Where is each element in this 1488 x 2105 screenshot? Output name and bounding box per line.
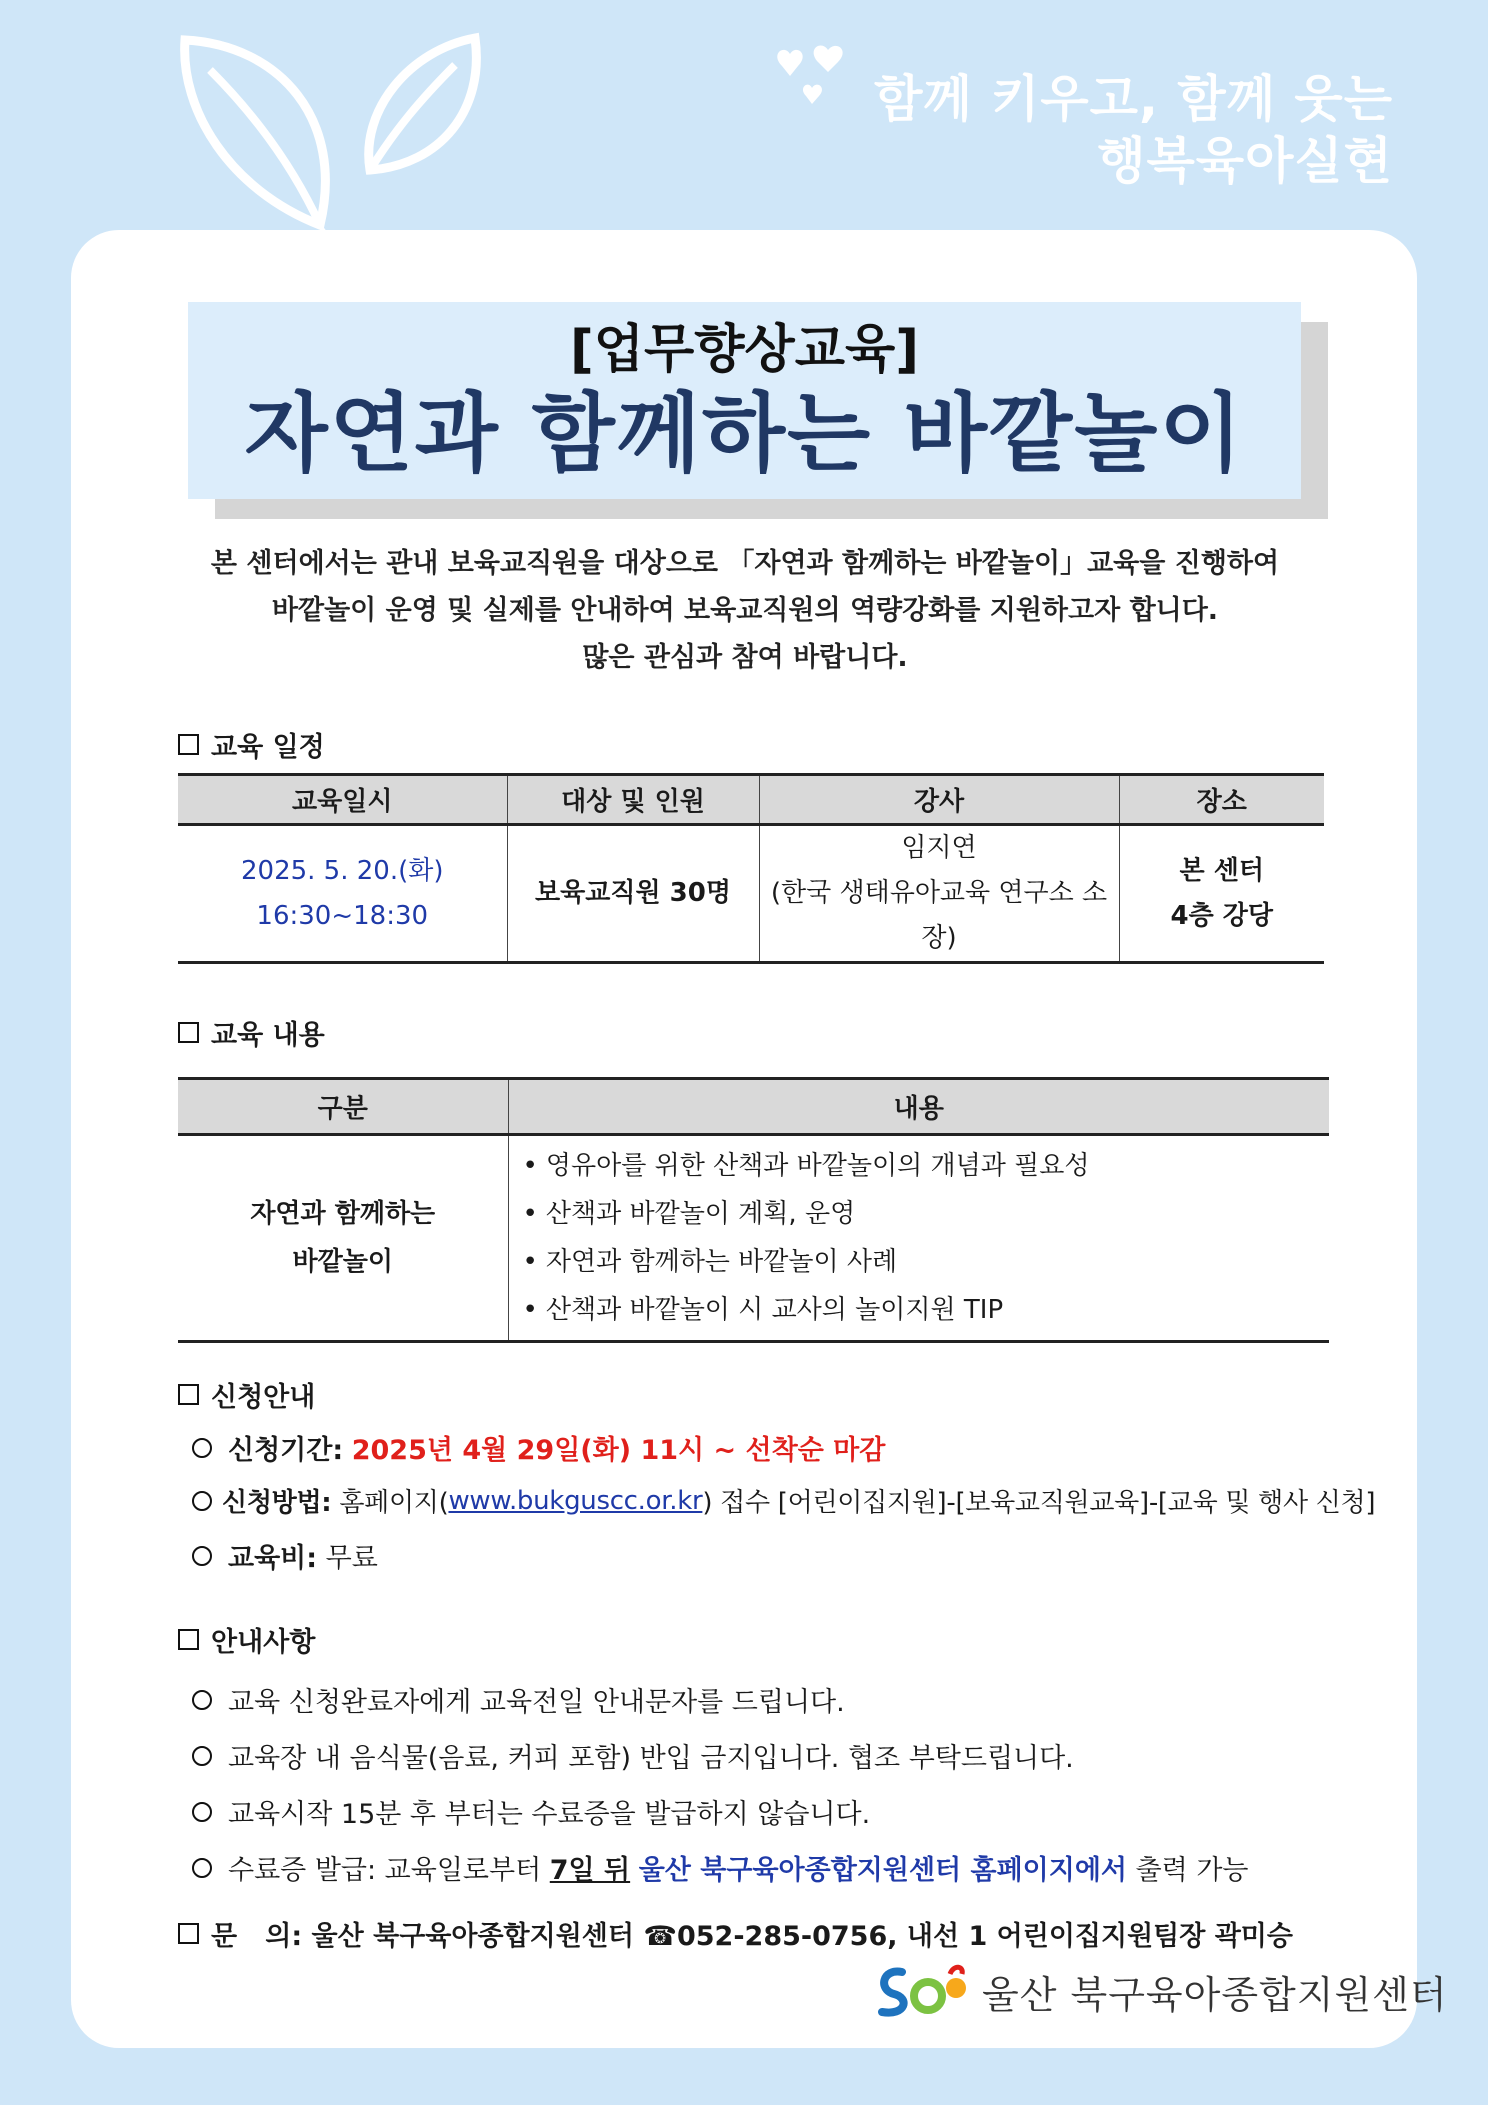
instructor-name: 임지연 xyxy=(901,833,977,863)
circle-bullet-icon xyxy=(192,1746,212,1766)
content-category xyxy=(178,1135,508,1342)
notice-item xyxy=(192,1792,870,1831)
circle-bullet-icon xyxy=(192,1491,212,1511)
schedule-table xyxy=(178,773,1324,964)
header-target: 대상 및 인원 xyxy=(507,775,759,825)
fee-label: 교육비: xyxy=(228,1543,318,1574)
content-heading-text: 교육 내용 xyxy=(211,1020,325,1051)
header-content: 내용 xyxy=(508,1079,1329,1135)
notice-item xyxy=(192,1736,1074,1775)
notice-item xyxy=(192,1680,845,1719)
page-title: 자연과 함께하는 바깥놀이 xyxy=(244,384,1245,484)
table-row xyxy=(178,1135,1329,1342)
method-post: ) 접수 [어린이집지원]-[보육교직원교육]-[교육 및 행사 신청] xyxy=(702,1488,1376,1518)
contact-text: 문 의: 울산 북구육아종합지원센터 ☎052-285-0756, 내선 1 어린이집지원팀장 곽미승 xyxy=(211,1921,1293,1952)
schedule-heading xyxy=(178,725,325,764)
notice-text: 교육 신청완료자에게 교육전일 안내문자를 드립니다. xyxy=(228,1687,845,1718)
circle-bullet-icon xyxy=(192,1690,212,1710)
table-header-row xyxy=(178,775,1324,825)
notice-underline: 7일 뒤 xyxy=(549,1855,631,1886)
homepage-link[interactable]: www.bukguscc.or.kr xyxy=(448,1485,703,1516)
period-value: 2025년 4월 29일(화) 11시 ~ 선착순 마감 xyxy=(351,1435,886,1466)
leaf-icon xyxy=(170,20,500,240)
intro-text xyxy=(160,540,1330,681)
notice-heading-text: 안내사항 xyxy=(211,1627,316,1658)
circle-bullet-icon xyxy=(192,1546,212,1566)
slogan xyxy=(874,68,1393,192)
schedule-instructor xyxy=(759,825,1119,963)
checkbox-square-icon xyxy=(178,734,199,755)
notice-heading xyxy=(178,1620,315,1659)
circle-bullet-icon xyxy=(192,1858,212,1878)
method-label: 신청방법: xyxy=(222,1488,332,1518)
title-box xyxy=(188,302,1301,499)
apply-fee xyxy=(192,1536,378,1575)
apply-method xyxy=(192,1482,1375,1519)
schedule-datetime xyxy=(178,825,507,963)
fee-value: 무료 xyxy=(325,1543,378,1574)
place-line2: 4층 강당 xyxy=(1170,900,1273,931)
notice-text: 교육시작 15분 후 부터는 수료증을 발급하지 않습니다. xyxy=(228,1799,871,1830)
category-line1: 자연과 함께하는 xyxy=(250,1199,436,1229)
schedule-target: 보육교직원 30명 xyxy=(507,825,759,963)
apply-heading xyxy=(178,1375,315,1414)
place-line1: 본 센터 xyxy=(1179,855,1264,886)
hearts-icon xyxy=(762,36,852,116)
schedule-date: 2025. 5. 20.(화) xyxy=(240,855,444,886)
instructor-title: (한국 생태유아교육 연구소 소장) xyxy=(770,878,1108,953)
table-header-row xyxy=(178,1079,1329,1135)
footer-org-name: 울산 북구육아종합지원센터 xyxy=(982,1972,1448,2017)
content-table xyxy=(178,1077,1329,1343)
intro-line3: 많은 관심과 참여 바랍니다. xyxy=(582,642,908,673)
header-category: 구분 xyxy=(178,1079,508,1135)
notice-item xyxy=(192,1848,1249,1887)
list-item: • 산책과 바깥놀이 시 교사의 놀이지원 TIP xyxy=(523,1286,1330,1334)
content-heading xyxy=(178,1013,325,1052)
schedule-heading-text: 교육 일정 xyxy=(211,732,325,763)
apply-period xyxy=(192,1428,885,1467)
notice-text: 교육장 내 음식물(음료, 커피 포함) 반입 금지입니다. 협조 부탁드립니다. xyxy=(228,1743,1074,1774)
notice-text: 수료증 발급: 교육일로부터 xyxy=(228,1855,542,1886)
list-item: • 자연과 함께하는 바깥놀이 사례 xyxy=(523,1238,1330,1286)
footer-logo xyxy=(872,1960,1448,2022)
slogan-line1: 함께 키우고, 함께 웃는 xyxy=(874,70,1393,128)
list-item: • 산책과 바깥놀이 계획, 운영 xyxy=(523,1190,1330,1238)
title-sub: [업무향상교육] xyxy=(570,320,919,380)
method-pre: 홈페이지( xyxy=(339,1488,449,1518)
table-row xyxy=(178,825,1324,963)
checkbox-square-icon xyxy=(178,1629,199,1650)
apply-heading-text: 신청안내 xyxy=(211,1382,316,1413)
content-items xyxy=(508,1135,1329,1342)
notice-blue: 울산 북구육아종합지원센터 홈페이지에서 xyxy=(638,1855,1127,1886)
content-list xyxy=(509,1142,1330,1334)
intro-line2: 바깥놀이 운영 및 실제를 안내하여 보육교직원의 역량강화를 지원하고자 합니다. xyxy=(271,595,1219,626)
schedule-time: 16:30~18:30 xyxy=(256,900,429,931)
list-item: • 영유아를 위한 산책과 바깥놀이의 개념과 필요성 xyxy=(523,1142,1330,1190)
intro-line1: 본 센터에서는 관내 보육교직원을 대상으로 「자연과 함께하는 바깥놀이」교육을 진행하여 xyxy=(210,548,1280,579)
circle-bullet-icon xyxy=(192,1802,212,1822)
header-instructor: 강사 xyxy=(759,775,1119,825)
period-label: 신청기간: xyxy=(228,1435,344,1466)
circle-bullet-icon xyxy=(192,1438,212,1458)
contact-line xyxy=(178,1914,1293,1953)
category-line2: 바깥놀이 xyxy=(292,1247,393,1277)
checkbox-square-icon xyxy=(178,1384,199,1405)
schedule-place xyxy=(1119,825,1324,963)
header-place: 장소 xyxy=(1119,775,1324,825)
slogan-line2: 행복육아실현 xyxy=(1097,132,1393,190)
header-date: 교육일시 xyxy=(178,775,507,825)
notice-text: 출력 가능 xyxy=(1135,1855,1249,1886)
center-logo-icon xyxy=(872,1960,972,2022)
checkbox-square-icon xyxy=(178,1923,199,1944)
checkbox-square-icon xyxy=(178,1022,199,1043)
